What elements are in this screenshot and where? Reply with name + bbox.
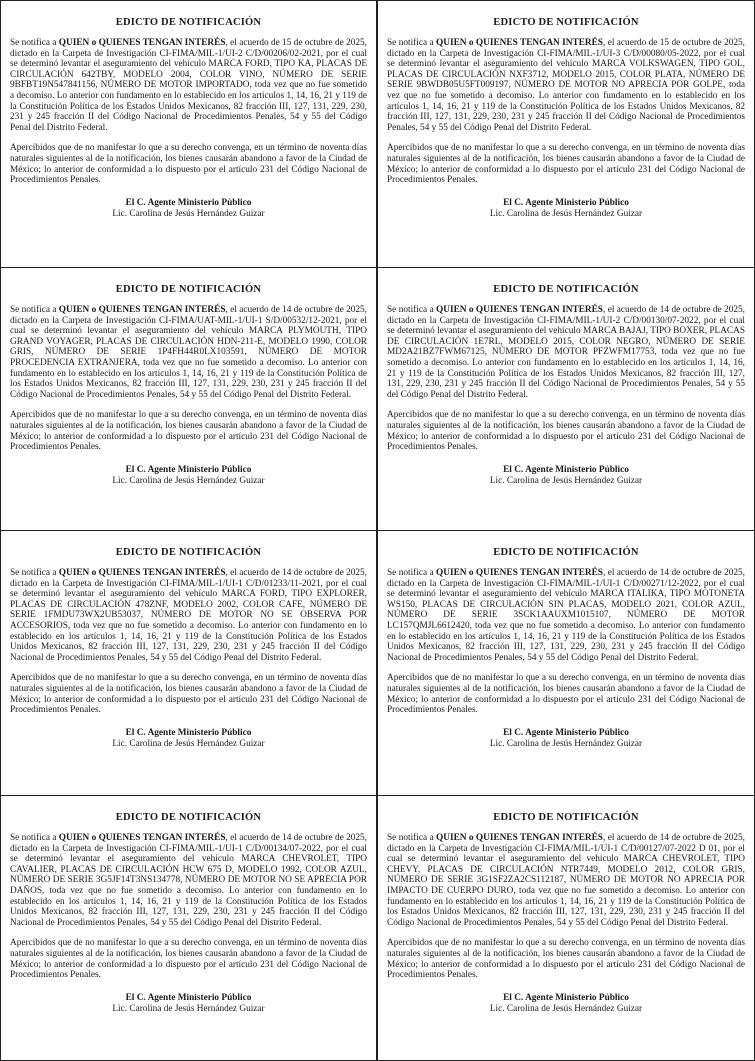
notice-warning: Apercibidos que de no manifestar lo que a su derecho convenga, en un término de noventa días naturales siguientes al de la notificación, los bienes causarán abandono a favor de la Ciudad de México; lo anterior de conformidad a lo dispuesto por el artículo 231 del Código Nacional de Procedimientos Penales. bbox=[387, 143, 745, 186]
notice-signer-name: Lic. Carolina de Jesús Hernández Guizar bbox=[112, 208, 265, 219]
notice-intro: Se notifica a bbox=[387, 305, 436, 315]
notice-body-text: , el acuerdo de 14 de octubre de 2025, dictado en la Carpeta de Investigación CI-FIMA/MIL-1/UI-1 C/D/00134/07-2022, por el cual se determinó levantar el aseguramiento del vehículo MARCA CHEVROLET, TIPO CAVALIER, PLACAS DE CIRCULACIÓN HCW 675 D, MODELO 1992, COLOR AZUL, NÚMERO DE SERIE 3G5JF14T3NS134778, NÚMERO DE MOTOR NO SE APRECIA POR DAÑOS, toda vez que no fue sometido a decomiso. Lo anterior con fundamento en lo establecido en los artículos 1, 14, 16, 21 y 119 de la Constitución Política de los Estados Unidos Mexicanos, 82 fracción III, 127, 131, 229, 230, 231 y 245 fracción II del Código Nacional de Procedimientos Penales, 54 y 55 del Código Penal del Distrito Federal. bbox=[10, 833, 367, 928]
notice-body bbox=[10, 833, 367, 928]
notice-warning: Apercibidos que de no manifestar lo que a su derecho convenga, en un término de noventa días naturales siguientes al de la notificación, los bienes causarán abandono a favor de la Ciudad de México; lo anterior de conformidad a lo dispuesto por el artículo 231 del Código Nacional de Procedimientos Penales. bbox=[387, 410, 745, 453]
notice-signatory: El C. Agente Ministerio Público bbox=[125, 727, 252, 738]
notice-addressee: QUIEN o QUIENES TENGAN INTERÉS bbox=[58, 38, 226, 48]
notice-panel bbox=[377, 0, 755, 268]
notice-panel bbox=[377, 795, 755, 1061]
notice-title: EDICTO DE NOTIFICACIÓN bbox=[115, 547, 262, 558]
notice-signatory: El C. Agente Ministerio Público bbox=[503, 727, 629, 738]
notice-body bbox=[387, 833, 745, 928]
notice-signer-name: Lic. Carolina de Jesús Hernández Guizar bbox=[489, 738, 643, 749]
notice-panel bbox=[377, 530, 755, 796]
notice-title: EDICTO DE NOTIFICACIÓN bbox=[493, 547, 639, 558]
notice-signatory: El C. Agente Ministerio Público bbox=[503, 992, 629, 1003]
notice-intro: Se notifica a bbox=[10, 38, 59, 48]
notice-signatory: El C. Agente Ministerio Público bbox=[125, 992, 252, 1003]
notice-panel bbox=[0, 267, 377, 531]
notice-addressee: QUIEN o QUIENES TENGAN INTERÉS bbox=[436, 568, 603, 578]
notice-addressee: QUIEN o QUIENES TENGAN INTERÉS bbox=[436, 833, 603, 843]
notice-intro: Se notifica a bbox=[10, 568, 59, 578]
notice-title: EDICTO DE NOTIFICACIÓN bbox=[115, 17, 262, 28]
notice-title: EDICTO DE NOTIFICACIÓN bbox=[493, 284, 639, 295]
notice-title: EDICTO DE NOTIFICACIÓN bbox=[115, 812, 262, 823]
notice-body bbox=[10, 568, 367, 663]
notice-body-text: , el acuerdo de 14 de octubre de 2025, dictado en la Carpeta de Investigación CI-FIMA/MIL-1/UI-1 C/D/00271/12-2022, por el cual se determinó levantar el aseguramiento del vehículo MARCA ITALIKA, TIPO MOTONETA WS150, PLACAS DE CIRCULACIÓN SIN PLACAS, MODELO 2021, COLOR AZUL, NÚMERO DE SERIE 3SCK1AAUXM1015107, NÚMERO DE MOTOR LC157QMJL6612420, toda vez que no fue sometido a decomiso. Lo anterior con fundamento en lo establecido en los artículos 1, 14, 16, 21 y 119 de la Constitución Política de los Estados Unidos Mexicanos, 82 fracción III, 127, 131, 229, 230, 231 y 245 fracción II del Código Nacional de Procedimientos Penales, 54 y 55 del Código Penal del Distrito Federal. bbox=[387, 568, 745, 663]
notice-signatory: El C. Agente Ministerio Público bbox=[125, 197, 252, 208]
notice-body bbox=[387, 38, 745, 133]
notice-addressee: QUIEN o QUIENES TENGAN INTERÉS bbox=[58, 568, 226, 578]
notice-body bbox=[387, 568, 745, 663]
notice-signer-name: Lic. Carolina de Jesús Hernández Guizar bbox=[112, 475, 265, 486]
notice-warning: Apercibidos que de no manifestar lo que a su derecho convenga, en un término de noventa días naturales siguientes al de la notificación, los bienes causarán abandono a favor de la Ciudad de México; lo anterior de conformidad a lo dispuesto por el artículo 231 del Código Nacional de Procedimientos Penales. bbox=[387, 938, 745, 981]
notice-warning: Apercibidos que de no manifestar lo que a su derecho convenga, en un término de noventa días naturales siguientes al de la notificación, los bienes causarán abandono a favor de la Ciudad de México; lo anterior de conformidad a lo dispuesto por el artículo 231 del Código Nacional de Procedimientos Penales. bbox=[10, 410, 367, 453]
notice-body-text: , el acuerdo de 15 de octubre de 2025, dictado en la Carpeta de Investigación CI-FIMA/MIL-1/UI-3 C/D/00080/05-2022, por el cual se determinó levantar el aseguramiento del vehículo MARCA VOLKSWAGEN, TIPO GOL, PLACAS DE CIRCULACIÓN NXF3712, MODELO 2015, COLOR PLATA, NÚMERO DE SERIE 9BWDB05U5FT009197, NÚMERO DE MOTOR NO APRECIA POR GOLPE, toda vez que no fue sometido a decomiso. Lo anterior con fundamento en lo establecido en los artículos 1, 14, 16, 21 y 119 de la Constitución Política de los Estados Unidos Mexicanos, 82 fracción III, 127, 131, 229, 230, 231 y 245 fracción II del Código Nacional de Procedimientos Penales, 54 y 55 del Código Penal del Distrito Federal. bbox=[387, 38, 745, 133]
notice-warning: Apercibidos que de no manifestar lo que a su derecho convenga, en un término de noventa días naturales siguientes al de la notificación, los bienes causarán abandono a favor de la Ciudad de México; lo anterior de conformidad a lo dispuesto por el artículo 231 del Código Nacional de Procedimientos Penales. bbox=[387, 673, 745, 716]
notice-panel bbox=[377, 267, 755, 531]
notice-body bbox=[387, 305, 745, 400]
notice-signer-name: Lic. Carolina de Jesús Hernández Guizar bbox=[489, 208, 643, 219]
notice-title: EDICTO DE NOTIFICACIÓN bbox=[493, 17, 639, 28]
notice-signatory: El C. Agente Ministerio Público bbox=[503, 197, 629, 208]
notice-warning: Apercibidos que de no manifestar lo que a su derecho convenga, en un término de noventa días naturales siguientes al de la notificación, los bienes causarán abandono a favor de la Ciudad de México; lo anterior de conformidad a lo dispuesto por el artículo 231 del Código Nacional de Procedimientos Penales. bbox=[10, 143, 367, 186]
notice-signatory: El C. Agente Ministerio Público bbox=[503, 464, 629, 475]
notice-signer-name: Lic. Carolina de Jesús Hernández Guizar bbox=[489, 1003, 643, 1014]
notice-body-text: , el acuerdo de 14 de octubre de 2025, dictado en la Carpeta de Investigación CI-FIMA/MIL-1/UI-1 C/D/00127/07-2022 D 01, por el cual se determinó levantar el aseguramiento del vehículo MARCA CHEVROLET, TIPO CHEVY, PLACAS DE CIRCULACIÓN NTR7449, MODELO 2012, COLOR GRIS, NÚMERO DE SERIE 3G1SF2ZA2CS112187, NÚMERO DE MOTOR NO APRECIA POR IMPACTO DE CUERPO DURO, toda vez que no fue sometido a decomiso. Lo anterior con fundamento en lo establecido en los artículos 1, 14, 16, 21 y 119 de la Constitución Política de los Estados Unidos Mexicanos, 82 fracción III, 127, 131, 229, 230, 231 y 245 fracción II del Código Nacional de Procedimientos Penales, 54 y 55 del Código Penal del Distrito Federal. bbox=[387, 833, 745, 928]
notice-panel bbox=[0, 530, 377, 796]
notice-signer-name: Lic. Carolina de Jesús Hernández Guizar bbox=[489, 475, 643, 486]
notice-signer-name: Lic. Carolina de Jesús Hernández Guizar bbox=[112, 738, 265, 749]
notice-addressee: QUIEN o QUIENES TENGAN INTERÉS bbox=[436, 305, 603, 315]
notice-addressee: QUIEN o QUIENES TENGAN INTERÉS bbox=[58, 833, 226, 843]
notice-body bbox=[10, 305, 367, 400]
notice-title: EDICTO DE NOTIFICACIÓN bbox=[493, 812, 639, 823]
notice-panel bbox=[0, 795, 377, 1061]
notice-intro: Se notifica a bbox=[387, 568, 436, 578]
notice-addressee: QUIEN o QUIENES TENGAN INTERÉS bbox=[58, 305, 226, 315]
notice-signatory: El C. Agente Ministerio Público bbox=[125, 464, 252, 475]
notice-body-text: , el acuerdo de 14 de octubre de 2025, dictado en la Carpeta de Investigación CI-FIMA/MIL-1/UI-2 C/D/00130/07-2022, por el cual se determinó levantar el aseguramiento del vehículo MARCA BAJAJ, TIPO BOXER, PLACAS DE CIRCULACIÓN 1E7RL, MODELO 2015, COLOR NEGRO, NÚMERO DE SERIE MD2A21BZ7FWM67125, NÚMERO DE MOTOR PFZWFM17753, toda vez que no fue sometido a decomiso. Lo anterior con fundamento en lo establecido en los artículos 1, 14, 16, 21 y 119 de la Constitución Política de los Estados Unidos Mexicanos, 82 fracción III, 127, 131, 229, 230, 231 y 245 fracción II del Código Nacional de Procedimientos Penales, 54 y 55 del Código Penal del Distrito Federal. bbox=[387, 305, 745, 400]
notice-intro: Se notifica a bbox=[387, 38, 436, 48]
notice-panel bbox=[0, 0, 377, 268]
notice-intro: Se notifica a bbox=[387, 833, 436, 843]
notice-warning: Apercibidos que de no manifestar lo que a su derecho convenga, en un término de noventa días naturales siguientes al de la notificación, los bienes causarán abandono a favor de la Ciudad de México; lo anterior de conformidad a lo dispuesto por el artículo 231 del Código Nacional de Procedimientos Penales. bbox=[10, 673, 367, 716]
notice-title: EDICTO DE NOTIFICACIÓN bbox=[115, 284, 262, 295]
notice-intro: Se notifica a bbox=[10, 833, 59, 843]
notice-warning: Apercibidos que de no manifestar lo que a su derecho convenga, en un término de noventa días naturales siguientes al de la notificación, los bienes causarán abandono a favor de la Ciudad de México; lo anterior de conformidad a lo dispuesto por el artículo 231 del Código Nacional de Procedimientos Penales. bbox=[10, 938, 367, 981]
notice-body-text: , el acuerdo de 15 de octubre de 2025, dictado en la Carpeta de Investigación CI-FIMA/MIL-1/UI-2 C/D/00206/02-2021, por el cual se determinó levantar el aseguramiento del vehículo MARCA FORD, TIPO KA, PLACAS DE CIRCULACIÓN 642TBY, MODELO 2004, COLOR VINO, NÚMERO DE SERIE 9BFBT19N547841156, NÚMERO DE MOTOR IMPORTADO, toda vez que no fue sometido a decomiso. Lo anterior con fundamento en lo establecido en los artículos 1, 14, 16, 21 y 119 de la Constitución Política de los Estados Unidos Mexicanos, 82 fracción III, 127, 131, 229, 230, 231 y 245 fracción II del Código Nacional de Procedimientos Penales, 54 y 55 del Código Penal del Distrito Federal. bbox=[10, 38, 367, 133]
notice-body-text: , el acuerdo de 14 de octubre de 2025, dictado en la Carpeta de Investigación CI-FIMA/UAT-MIL-1/UI-1 S/D/00532/12-2021, por el cual se determinó levantar el aseguramiento del vehículo MARCA PLYMOUTH, TIPO GRAND VOYAGER, PLACAS DE CIRCULACIÓN HDN-211-E, MODELO 1990, COLOR GRIS, NÚMERO DE SERIE 1P4FH44R0LX103591, NÚMERO DE MOTOR PROCEDENCIA EXTRANJERA, toda vez que no fue sometido a decomiso. Lo anterior con fundamento en lo establecido en los artículos 1, 14, 16, 21 y 119 de la Constitución Política de los Estados Unidos Mexicanos, 82 fracción III, 127, 131, 229, 230, 231 y 245 fracción II del Código Nacional de Procedimientos Penales, 54 y 55 del Código Penal del Distrito Federal. bbox=[10, 305, 367, 400]
notice-body-text: , el acuerdo de 14 de octubre de 2025, dictado en la Carpeta de Investigación CI-FIMA/MIL-1/UI-1 C/D/01233/11-2021, por el cual se determinó levantar el aseguramiento del vehículo MARCA FORD, TIPO EXPLORER, PLACAS DE CIRCULACIÓN 478ZNF, MODELO 2002, COLOR CAFE, NÚMERO DE SERIE 1FMDU73WX2UB53037, NÚMERO DE MOTOR NO SE OBSERVA POR ACCESORIOS, toda vez que no fue sometido a decomiso. Lo anterior con fundamento en lo establecido en los artículos 1, 14, 16, 21 y 119 de la Constitución Política de los Estados Unidos Mexicanos, 82 fracción III, 127, 131, 229, 230, 231 y 245 fracción II del Código Nacional de Procedimientos Penales, 54 y 55 del Código Penal del Distrito Federal. bbox=[10, 568, 367, 663]
notice-intro: Se notifica a bbox=[10, 305, 59, 315]
notice-body bbox=[10, 38, 367, 133]
notice-signer-name: Lic. Carolina de Jesús Hernández Guizar bbox=[112, 1003, 265, 1014]
notice-addressee: QUIEN o QUIENES TENGAN INTERÉS bbox=[436, 38, 603, 48]
